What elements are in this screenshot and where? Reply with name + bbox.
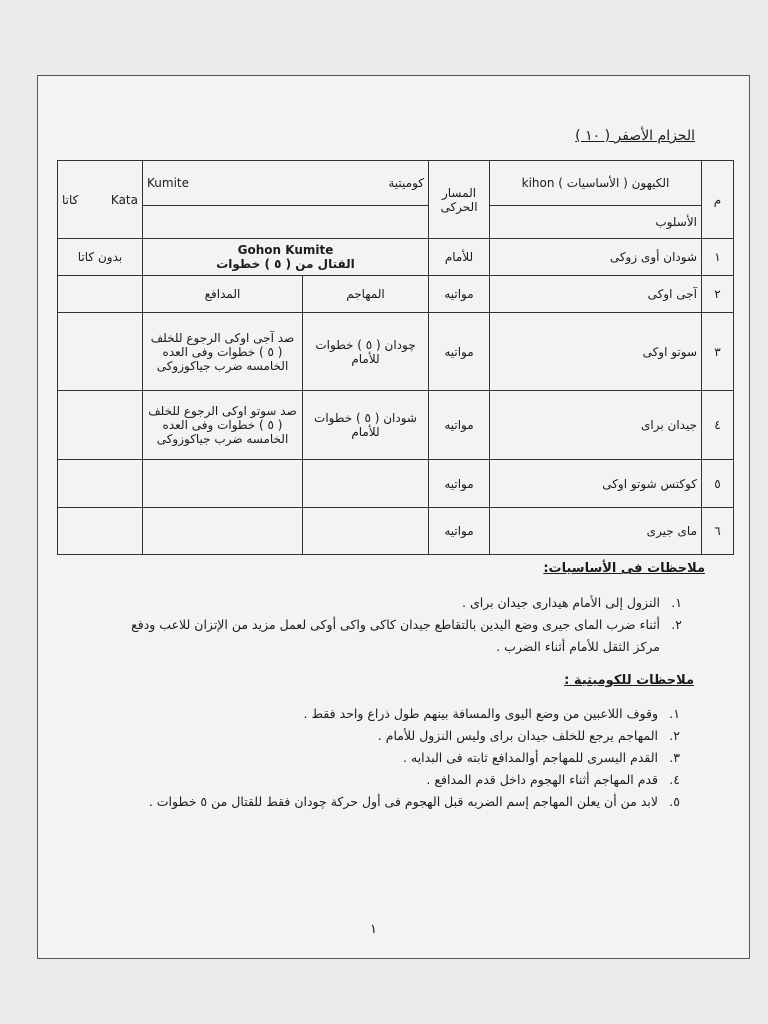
list-item: ٥. لابد من أن يعلن المهاجم إسم الضربه قبل الهجوم فى أول حركة چودان فقط للقتال من ٥ خطوات . <box>148 794 680 809</box>
attacker-cell: چودان ( ٥ ) خطوات للأمام <box>303 313 429 391</box>
technique-cell: شودان أوى زوكى <box>490 239 702 276</box>
list-item: ٢. أثناء ضرب الماى جيرى وضع اليدين بالتقاطع جيدان كاكى واكى أوكى لعمل مزيد من الإتزان للاعب ودفع مركز الثقل للأمام أثناء الضرب . <box>131 617 682 654</box>
attacker-cell: شودان ( ٥ ) خطوات للأمام <box>303 391 429 460</box>
technique-cell: ماى جيرى <box>490 508 702 555</box>
defender-cell: صد آجى اوكى الرجوع للخلف ( ٥ ) خطوات وفى العده الخامسه ضرب جياكوزوكى <box>143 313 303 391</box>
kihon-notes-list <box>110 592 682 658</box>
gohon-en: Gohon Kumite <box>237 243 334 257</box>
path-header: المسار الحركى <box>429 161 490 239</box>
list-item: ٣. القدم اليسرى للمهاجم أوالمدافع ثابته فى البدايه . <box>403 750 680 765</box>
row-number: ٣ <box>702 313 734 391</box>
page-number: ١ <box>370 922 377 937</box>
row-number: ٥ <box>702 460 734 508</box>
kumite-notes-title: ملاحظات للكوميتية : <box>564 673 694 688</box>
attacker-label: المهاجم <box>303 276 429 313</box>
kumite-header <box>143 161 429 206</box>
technique-cell: آجى اوكى <box>490 276 702 313</box>
document-heading: الحزام الأصفر ( ١٠ ) <box>575 128 695 144</box>
number-header: م <box>702 161 734 239</box>
kumite-en: Kumite <box>147 176 189 190</box>
kumite-ar: كوميتية <box>388 176 425 190</box>
technique-cell: كوكتس شوتو اوكى <box>490 460 702 508</box>
curriculum-table <box>57 160 734 555</box>
path-cell: مواتيه <box>429 508 490 555</box>
defender-cell: صد سوتو اوكى الرجوع للخلف ( ٥ ) خطوات وفى العده الخامسه ضرب جياكوزوكى <box>143 391 303 460</box>
path-cell: مواتيه <box>429 460 490 508</box>
kata-ar: كاتا <box>62 192 79 207</box>
kata-en: Kata <box>110 192 138 207</box>
path-cell: مواتيه <box>429 276 490 313</box>
list-item: ١. النزول إلى الأمام هيدارى جيدان براى . <box>462 595 682 610</box>
kihon-header: الكيهون ( الأساسيات ) kihon <box>490 161 702 206</box>
row-number: ٦ <box>702 508 734 555</box>
row-number: ١ <box>702 239 734 276</box>
kumite-notes-list <box>90 703 680 813</box>
technique-cell: جيدان براى <box>490 391 702 460</box>
row-number: ٢ <box>702 276 734 313</box>
path-cell: مواتيه <box>429 313 490 391</box>
list-item: ٢. المهاجم يرجع للخلف جيدان براى وليس النزول للأمام . <box>377 728 680 743</box>
gohon-kumite <box>143 239 429 276</box>
style-header: الأسلوب <box>490 206 702 239</box>
list-item: ١. وقوف اللاعبين من وضع اليوى والمسافة بينهم طول ذراع واحد فقط . <box>303 706 680 721</box>
kihon-notes-title: ملاحظات فى الأساسيات: <box>543 561 705 576</box>
path-cell: مواتيه <box>429 391 490 460</box>
kata-header <box>58 161 143 239</box>
row-number: ٤ <box>702 391 734 460</box>
path-cell: للأمام <box>429 239 490 276</box>
gohon-ar: القتال من ( ٥ ) خطوات <box>216 257 355 271</box>
list-item: ٤. قدم المهاجم أثناء الهجوم داخل قدم المدافع . <box>426 772 680 787</box>
technique-cell: سوتو اوكى <box>490 313 702 391</box>
no-kata: بدون كاتا <box>58 239 143 276</box>
defender-label: المدافع <box>143 276 303 313</box>
